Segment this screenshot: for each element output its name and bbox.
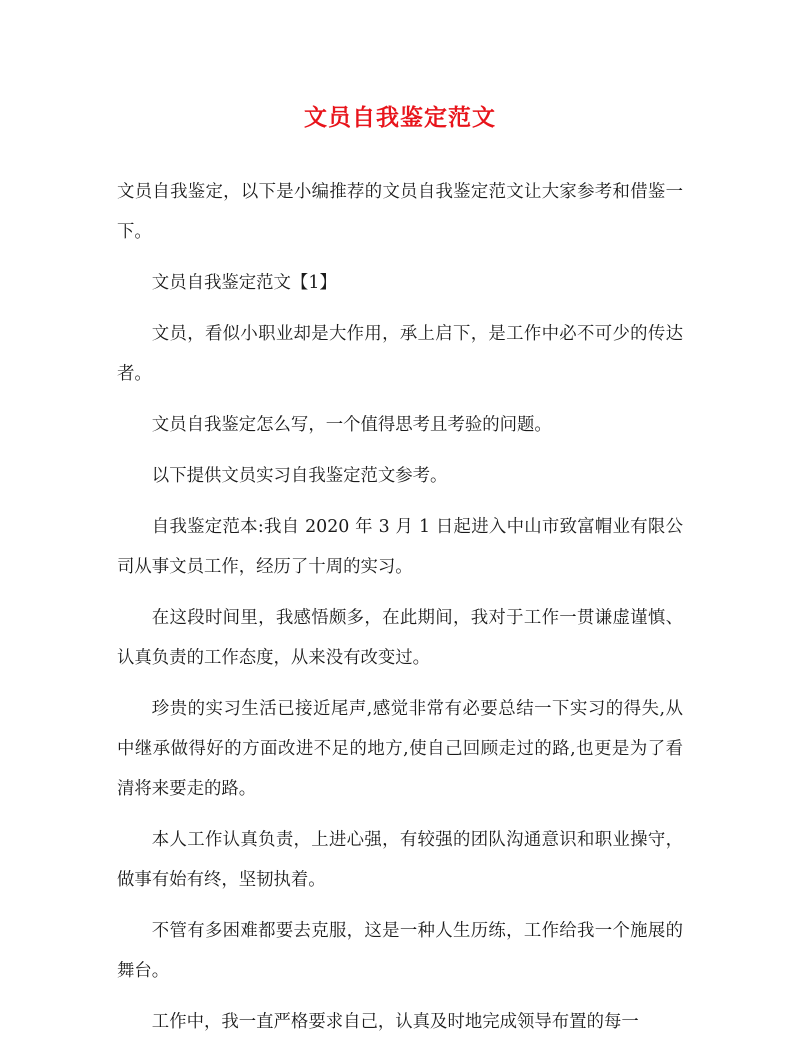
paragraph: 珍贵的实习生活已接近尾声,感觉非常有必要总结一下实习的得失,从中继承做得好的方面改进不足的地方,使自己回顾走过的路,也更是为了看清将来要走的路。 (117, 699, 683, 799)
paragraph: 文员，看似小职业却是大作用，承上启下，是工作中必不可少的传达者。 (117, 324, 683, 384)
paragraph: 工作中，我一直严格要求自己，认真及时地完成领导布置的每一 (151, 1012, 639, 1032)
paragraph: 在这段时间里，我感悟颇多，在此期间，我对于工作一贯谦虚谨慎、认真负责的工作态度，从来没有改变过。 (117, 608, 683, 668)
paragraph: 自我鉴定范本:我自 2020 年 3 月 1 日起进入中山市致富帽业有限公司从事文员工作，经历了十周的实习。 (117, 517, 683, 577)
paragraph: 以下提供文员实习自我鉴定范文参考。 (151, 466, 448, 486)
paragraph: 本人工作认真负责，上进心强，有较强的团队沟通意识和职业操守，做事有始有终，坚韧执着。 (117, 830, 683, 890)
paragraph: 不管有多困难都要去克服，这是一种人生历练，工作给我一个施展的舞台。 (117, 921, 683, 981)
paragraph-intro: 文员自我鉴定，以下是小编推荐的文员自我鉴定范文让大家参考和借鉴一下。 (117, 182, 683, 242)
paragraph: 文员自我鉴定怎么写，一个值得思考且考验的问题。 (151, 415, 552, 435)
paragraph-section-heading: 文员自我鉴定范文【1】 (151, 273, 337, 293)
document-body (117, 172, 683, 1053)
document-title: 文员自我鉴定范文 (304, 104, 496, 131)
